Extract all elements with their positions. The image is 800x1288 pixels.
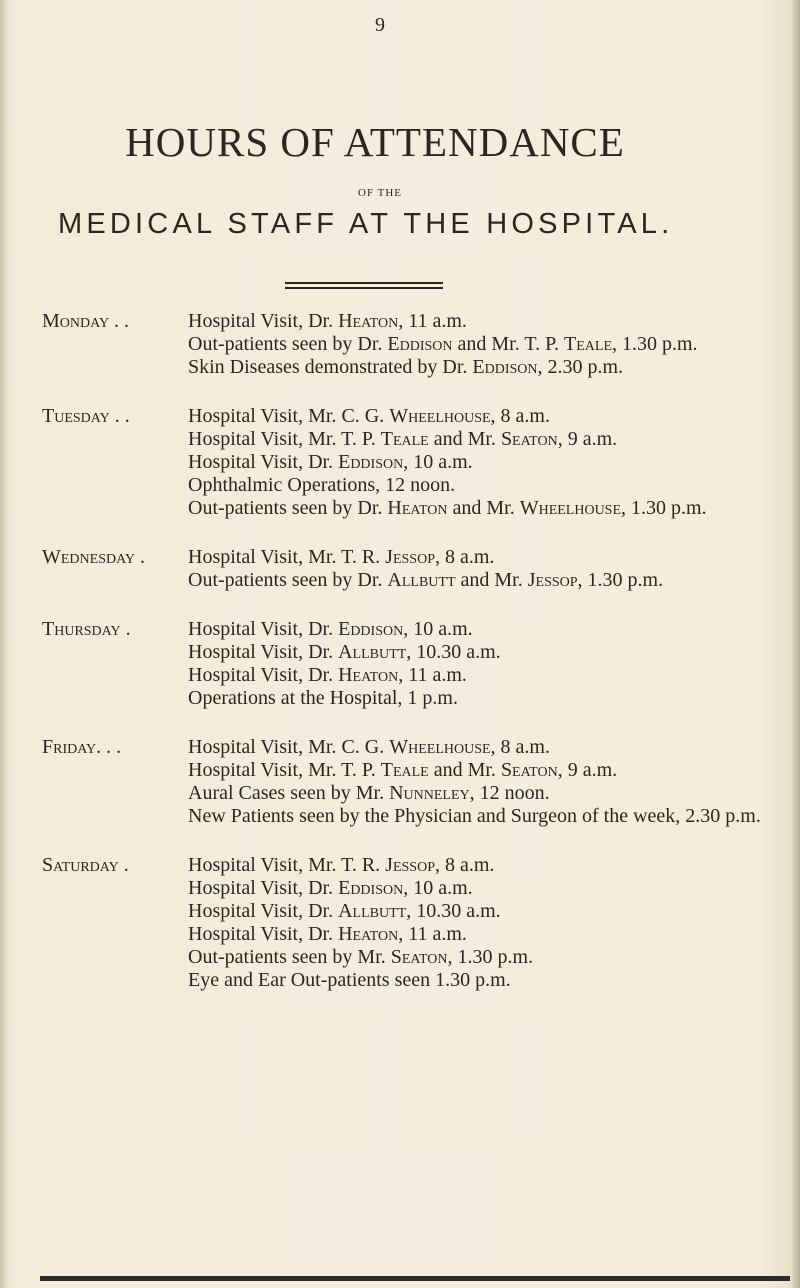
staff-name: Allbutt (387, 569, 456, 591)
staff-name: Eddison (338, 451, 404, 473)
schedule-entry: Hospital Visit, Dr. Eddison, 10 a.m. (188, 451, 473, 473)
schedule-entry: Skin Diseases demonstrated by Dr. Eddison, 2.30 p.m. (188, 356, 624, 378)
day-entries (188, 736, 762, 828)
day-name: Friday. . . (42, 736, 122, 758)
attendance-schedule (42, 310, 762, 1018)
schedule-entry: Hospital Visit, Dr. Eddison, 10 a.m. (188, 877, 473, 899)
schedule-entry: New Patients seen by the Physician and Surgeon of the week, 2.30 p.m. (188, 805, 761, 827)
schedule-entry: Hospital Visit, Dr. Allbutt, 10.30 a.m. (188, 900, 501, 922)
schedule-entry: Hospital Visit, Mr. C. G. Wheelhouse, 8 a.m. (188, 736, 550, 758)
day-entries (188, 854, 762, 992)
day-entries (188, 546, 762, 592)
staff-name: Wheelhouse (389, 405, 491, 427)
staff-name: Teale (564, 333, 612, 355)
schedule-entry: Out-patients seen by Dr. Heaton and Mr. Wheelhouse, 1.30 p.m. (188, 497, 707, 519)
double-rule-top (285, 282, 443, 284)
schedule-entry: Out-patients seen by Dr. Allbutt and Mr. Jessop, 1.30 p.m. (188, 569, 664, 591)
schedule-entry: Ophthalmic Operations, 12 noon. (188, 474, 456, 496)
page-subtitle: MEDICAL STAFF AT THE HOSPITAL. (58, 208, 674, 240)
staff-name: Wheelhouse (519, 497, 622, 519)
staff-name: Wheelhouse (389, 736, 491, 758)
staff-name: Eddison (338, 618, 404, 640)
schedule-entry: Eye and Ear Out-patients seen 1.30 p.m. (188, 969, 511, 991)
day-entries (188, 310, 762, 379)
day-block (42, 546, 762, 592)
day-block (42, 854, 762, 992)
schedule-entry: Hospital Visit, Mr. T. R. Jessop, 8 a.m. (188, 546, 495, 568)
schedule-entry: Hospital Visit, Mr. T. R. Jessop, 8 a.m. (188, 854, 495, 876)
staff-name: Seaton (500, 759, 558, 781)
schedule-entry: Hospital Visit, Dr. Heaton, 11 a.m. (188, 923, 467, 945)
schedule-entry: Hospital Visit, Mr. T. P. Teale and Mr. Seaton, 9 a.m. (188, 428, 618, 450)
staff-name: Heaton (338, 664, 399, 686)
schedule-entry: Hospital Visit, Dr. Eddison, 10 a.m. (188, 618, 473, 640)
staff-name: Teale (380, 428, 429, 450)
staff-name: Seaton (390, 946, 448, 968)
day-block (42, 618, 762, 710)
staff-name: Heaton (338, 310, 399, 332)
staff-name: Teale (380, 759, 429, 781)
day-name: Thursday . (42, 618, 131, 640)
day-name: Tuesday . . (42, 405, 130, 427)
schedule-entry: Operations at the Hospital, 1 p.m. (188, 687, 458, 709)
staff-name: Seaton (500, 428, 558, 450)
day-block (42, 405, 762, 520)
day-name: Monday . . (42, 310, 130, 332)
schedule-entry: Hospital Visit, Mr. T. P. Teale and Mr. Seaton, 9 a.m. (188, 759, 618, 781)
staff-name: Allbutt (338, 900, 407, 922)
day-entries (188, 618, 762, 710)
page-number: 9 (375, 14, 385, 36)
schedule-entry: Hospital Visit, Dr. Heaton, 11 a.m. (188, 664, 467, 686)
staff-name: Jessop (527, 569, 578, 591)
staff-name: Jessop (385, 546, 435, 568)
staff-name: Nunneley (389, 782, 470, 804)
day-entries (188, 405, 762, 520)
schedule-entry: Hospital Visit, Dr. Heaton, 11 a.m. (188, 310, 467, 332)
double-rule-bottom (285, 287, 443, 289)
staff-name: Eddison (387, 333, 453, 355)
day-block (42, 736, 762, 828)
staff-name: Heaton (387, 497, 448, 519)
schedule-entry: Out-patients seen by Mr. Seaton, 1.30 p.m. (188, 946, 534, 968)
day-name: Wednesday . (42, 546, 146, 568)
day-name: Saturday . (42, 854, 129, 876)
page-title: HOURS OF ATTENDANCE (125, 119, 625, 165)
schedule-entry: Aural Cases seen by Mr. Nunneley, 12 noon. (188, 782, 550, 804)
staff-name: Heaton (338, 923, 399, 945)
title-connector: OF THE (358, 187, 402, 199)
schedule-entry: Out-patients seen by Dr. Eddison and Mr. T. P. Teale, 1.30 p.m. (188, 333, 698, 355)
staff-name: Eddison (338, 877, 404, 899)
page-right-edge (790, 0, 800, 1288)
day-block (42, 310, 762, 379)
staff-name: Allbutt (338, 641, 407, 663)
staff-name: Jessop (385, 854, 435, 876)
bottom-edge-rule (40, 1276, 790, 1281)
staff-name: Eddison (472, 356, 538, 378)
schedule-entry: Hospital Visit, Mr. C. G. Wheelhouse, 8 a.m. (188, 405, 550, 427)
schedule-entry: Hospital Visit, Dr. Allbutt, 10.30 a.m. (188, 641, 501, 663)
